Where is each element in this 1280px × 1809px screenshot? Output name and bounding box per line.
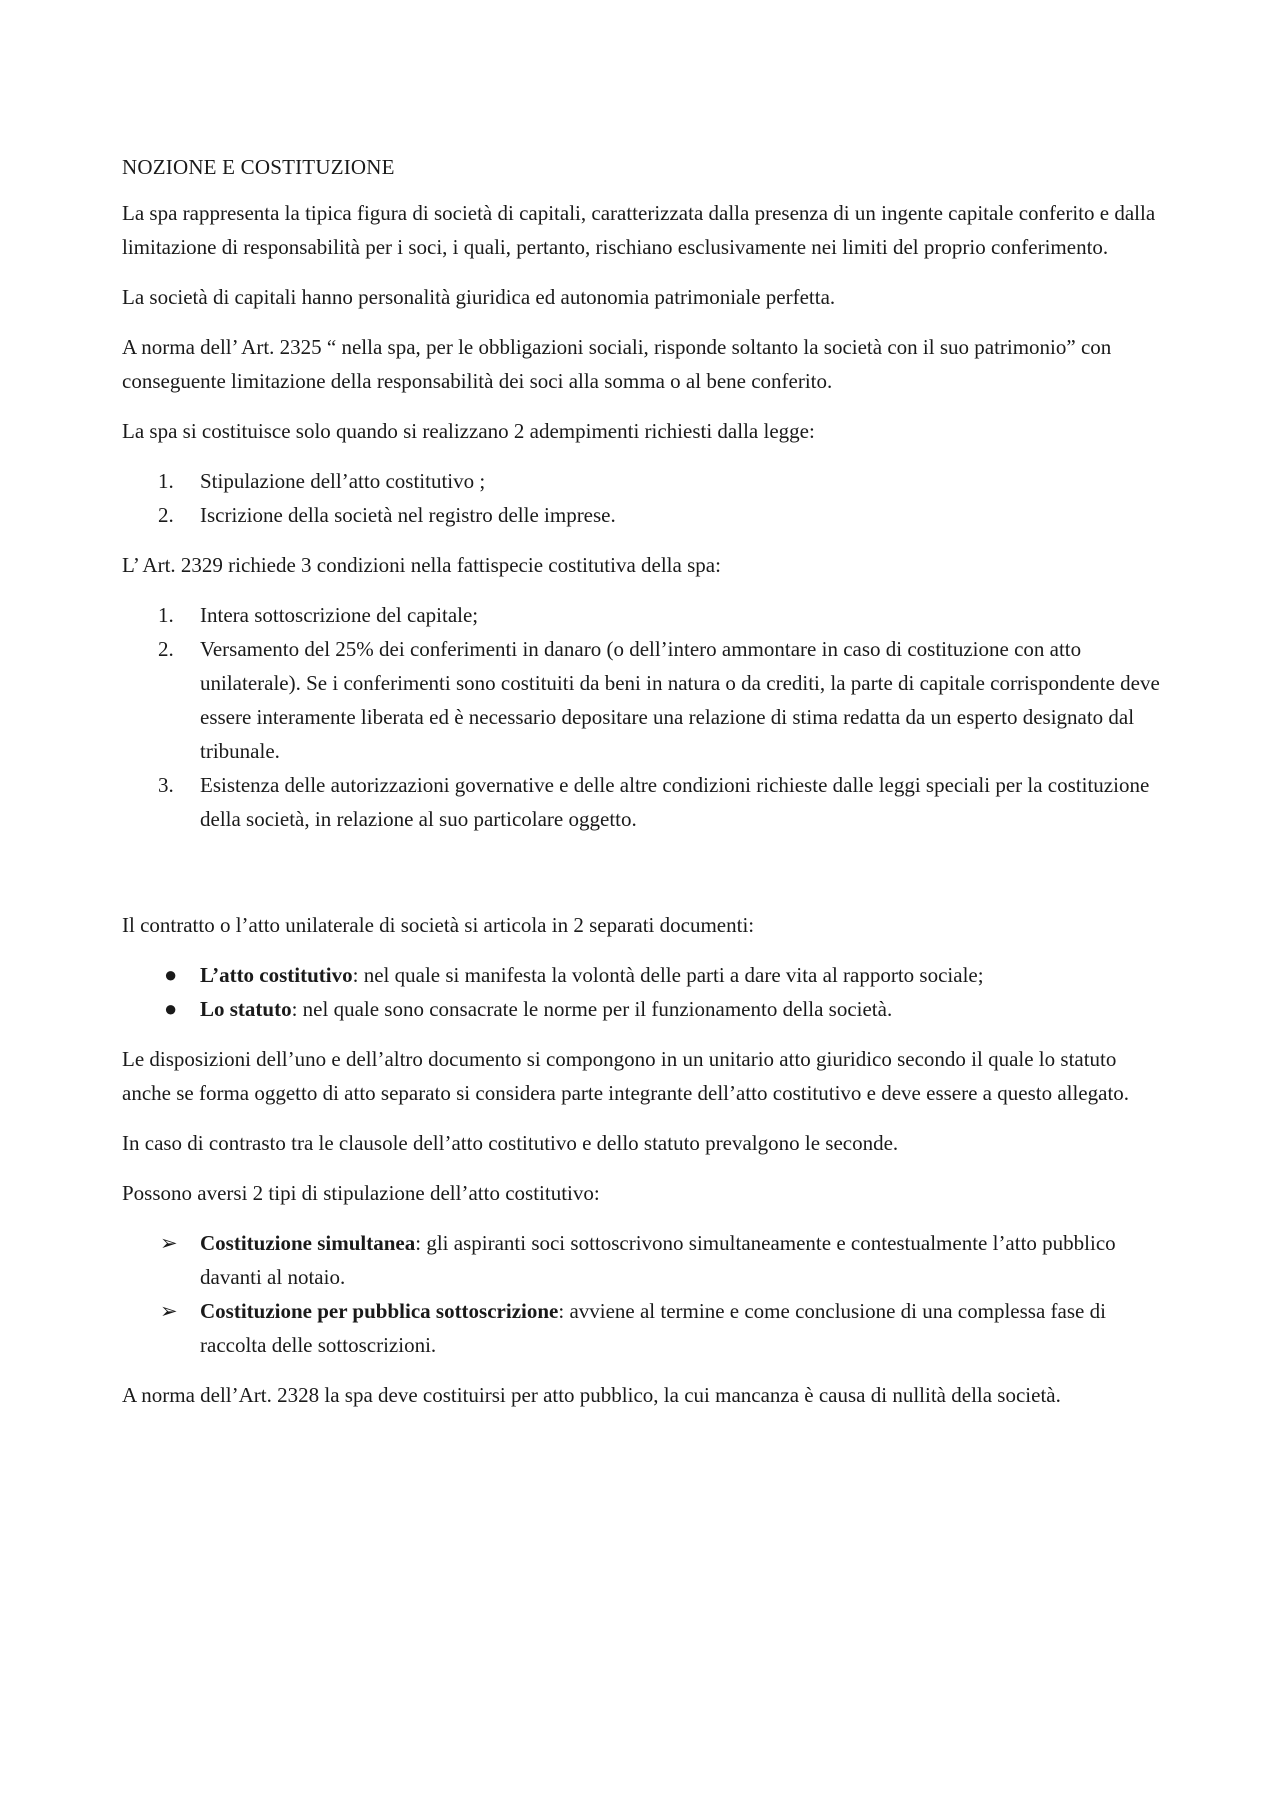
list-item-text: : nel quale sono consacrate le norme per il funzionamento della società. [291, 997, 893, 1021]
list-number: 3. [158, 773, 174, 797]
list-item [122, 958, 1162, 992]
list-item-text: Intera sottoscrizione del capitale; [200, 603, 479, 627]
document-page [122, 150, 1162, 1428]
paragraph-conflict: In caso di contrasto tra le clausole dell’atto costitutivo e dello statuto prevalgono le seconde. [122, 1131, 899, 1155]
section-title: NOZIONE E COSTITUZIONE [122, 155, 395, 179]
arrow-bullet-icon: ➢ [160, 1299, 178, 1323]
list-item-term: Costituzione per pubblica sottoscrizione [200, 1299, 559, 1323]
list-item [122, 768, 1162, 836]
list-item-text: : nel quale si manifesta la volontà delle parti a dare vita al rapporto sociale; [352, 963, 984, 987]
list-item-text: Iscrizione della società nel registro delle imprese. [200, 503, 616, 527]
arrow-bullet-icon: ➢ [160, 1231, 178, 1255]
list-number: 1. [158, 469, 174, 493]
conditions-list [122, 598, 1162, 836]
list-item-text: : gli aspiranti soci sottoscrivono simultaneamente e contestualmente l’atto pubblico davanti al notaio. [200, 1231, 1116, 1289]
paragraph-documents-intro: Il contratto o l’atto unilaterale di società si articola in 2 separati documenti: [122, 913, 755, 937]
documents-list [122, 958, 1162, 1026]
paragraph-legal-personality: La società di capitali hanno personalità giuridica ed autonomia patrimoniale perfetta. [122, 285, 836, 309]
bullet-icon: ● [164, 962, 178, 987]
list-number: 1. [158, 603, 174, 627]
bullet-icon: ● [164, 996, 178, 1021]
list-item-text: Esistenza delle autorizzazioni governative e delle altre condizioni richieste dalle leggi speciali per la costituzione della società, in relazione al suo particolare oggetto. [200, 773, 1150, 831]
paragraph-art-2328: A norma dell’Art. 2328 la spa deve costituirsi per atto pubblico, la cui mancanza è causa di nullità della società. [122, 1383, 1061, 1407]
paragraph-unitary-act: Le disposizioni dell’uno e dell’altro documento si compongono in un unitario atto giuridico secondo il quale lo statuto anche se forma oggetto di atto separato si considera parte integrante dell’atto costitutivo e deve essere a questo allegato. [122, 1047, 1130, 1105]
list-item [122, 598, 1162, 632]
list-item-term: Lo statuto [200, 997, 292, 1021]
list-item-text: Stipulazione dell’atto costitutivo ; [200, 469, 486, 493]
list-number: 2. [158, 637, 174, 661]
list-item [122, 1294, 1162, 1362]
list-item-term: L’atto costitutivo [200, 963, 353, 987]
list-item [122, 1226, 1162, 1294]
list-item-term: Costituzione simultanea [200, 1231, 416, 1255]
list-number: 2. [158, 503, 174, 527]
stipulation-types-list [122, 1226, 1162, 1362]
list-item-text: : avviene al termine e come conclusione di una complessa fase di raccolta delle sottoscrizioni. [200, 1299, 1106, 1357]
list-item [122, 498, 1162, 532]
list-item [122, 632, 1162, 768]
spacer [122, 852, 1162, 908]
paragraph-requirements-intro: La spa si costituisce solo quando si realizzano 2 adempimenti richiesti dalla legge: [122, 419, 815, 443]
list-item-text: Versamento del 25% dei conferimenti in danaro (o dell’intero ammontare in caso di costituzione con atto unilaterale). Se i conferimenti sono costituiti da beni in natura o da crediti, la parte di capitale corrispondente deve essere interamente liberata ed è necessario depositare una relazione di stima redatta da un esperto designato dal tribunale. [200, 637, 1160, 763]
paragraph-stipulation-types: Possono aversi 2 tipi di stipulazione dell’atto costitutivo: [122, 1181, 600, 1205]
paragraph-art-2329: L’ Art. 2329 richiede 3 condizioni nella fattispecie costitutiva della spa: [122, 553, 721, 577]
paragraph-art-2325: A norma dell’ Art. 2325 “ nella spa, per le obbligazioni sociali, risponde soltanto la società con il suo patrimonio” con conseguente limitazione della responsabilità dei soci alla somma o al bene conferito. [122, 335, 1112, 393]
list-item [122, 992, 1162, 1026]
requirements-list [122, 464, 1162, 532]
paragraph-definition: La spa rappresenta la tipica figura di società di capitali, caratterizzata dalla presenza di un ingente capitale conferito e dalla limitazione di responsabilità per i soci, i quali, pertanto, rischiano esclusivamente nei limiti del proprio conferimento. [122, 201, 1156, 259]
list-item [122, 464, 1162, 498]
